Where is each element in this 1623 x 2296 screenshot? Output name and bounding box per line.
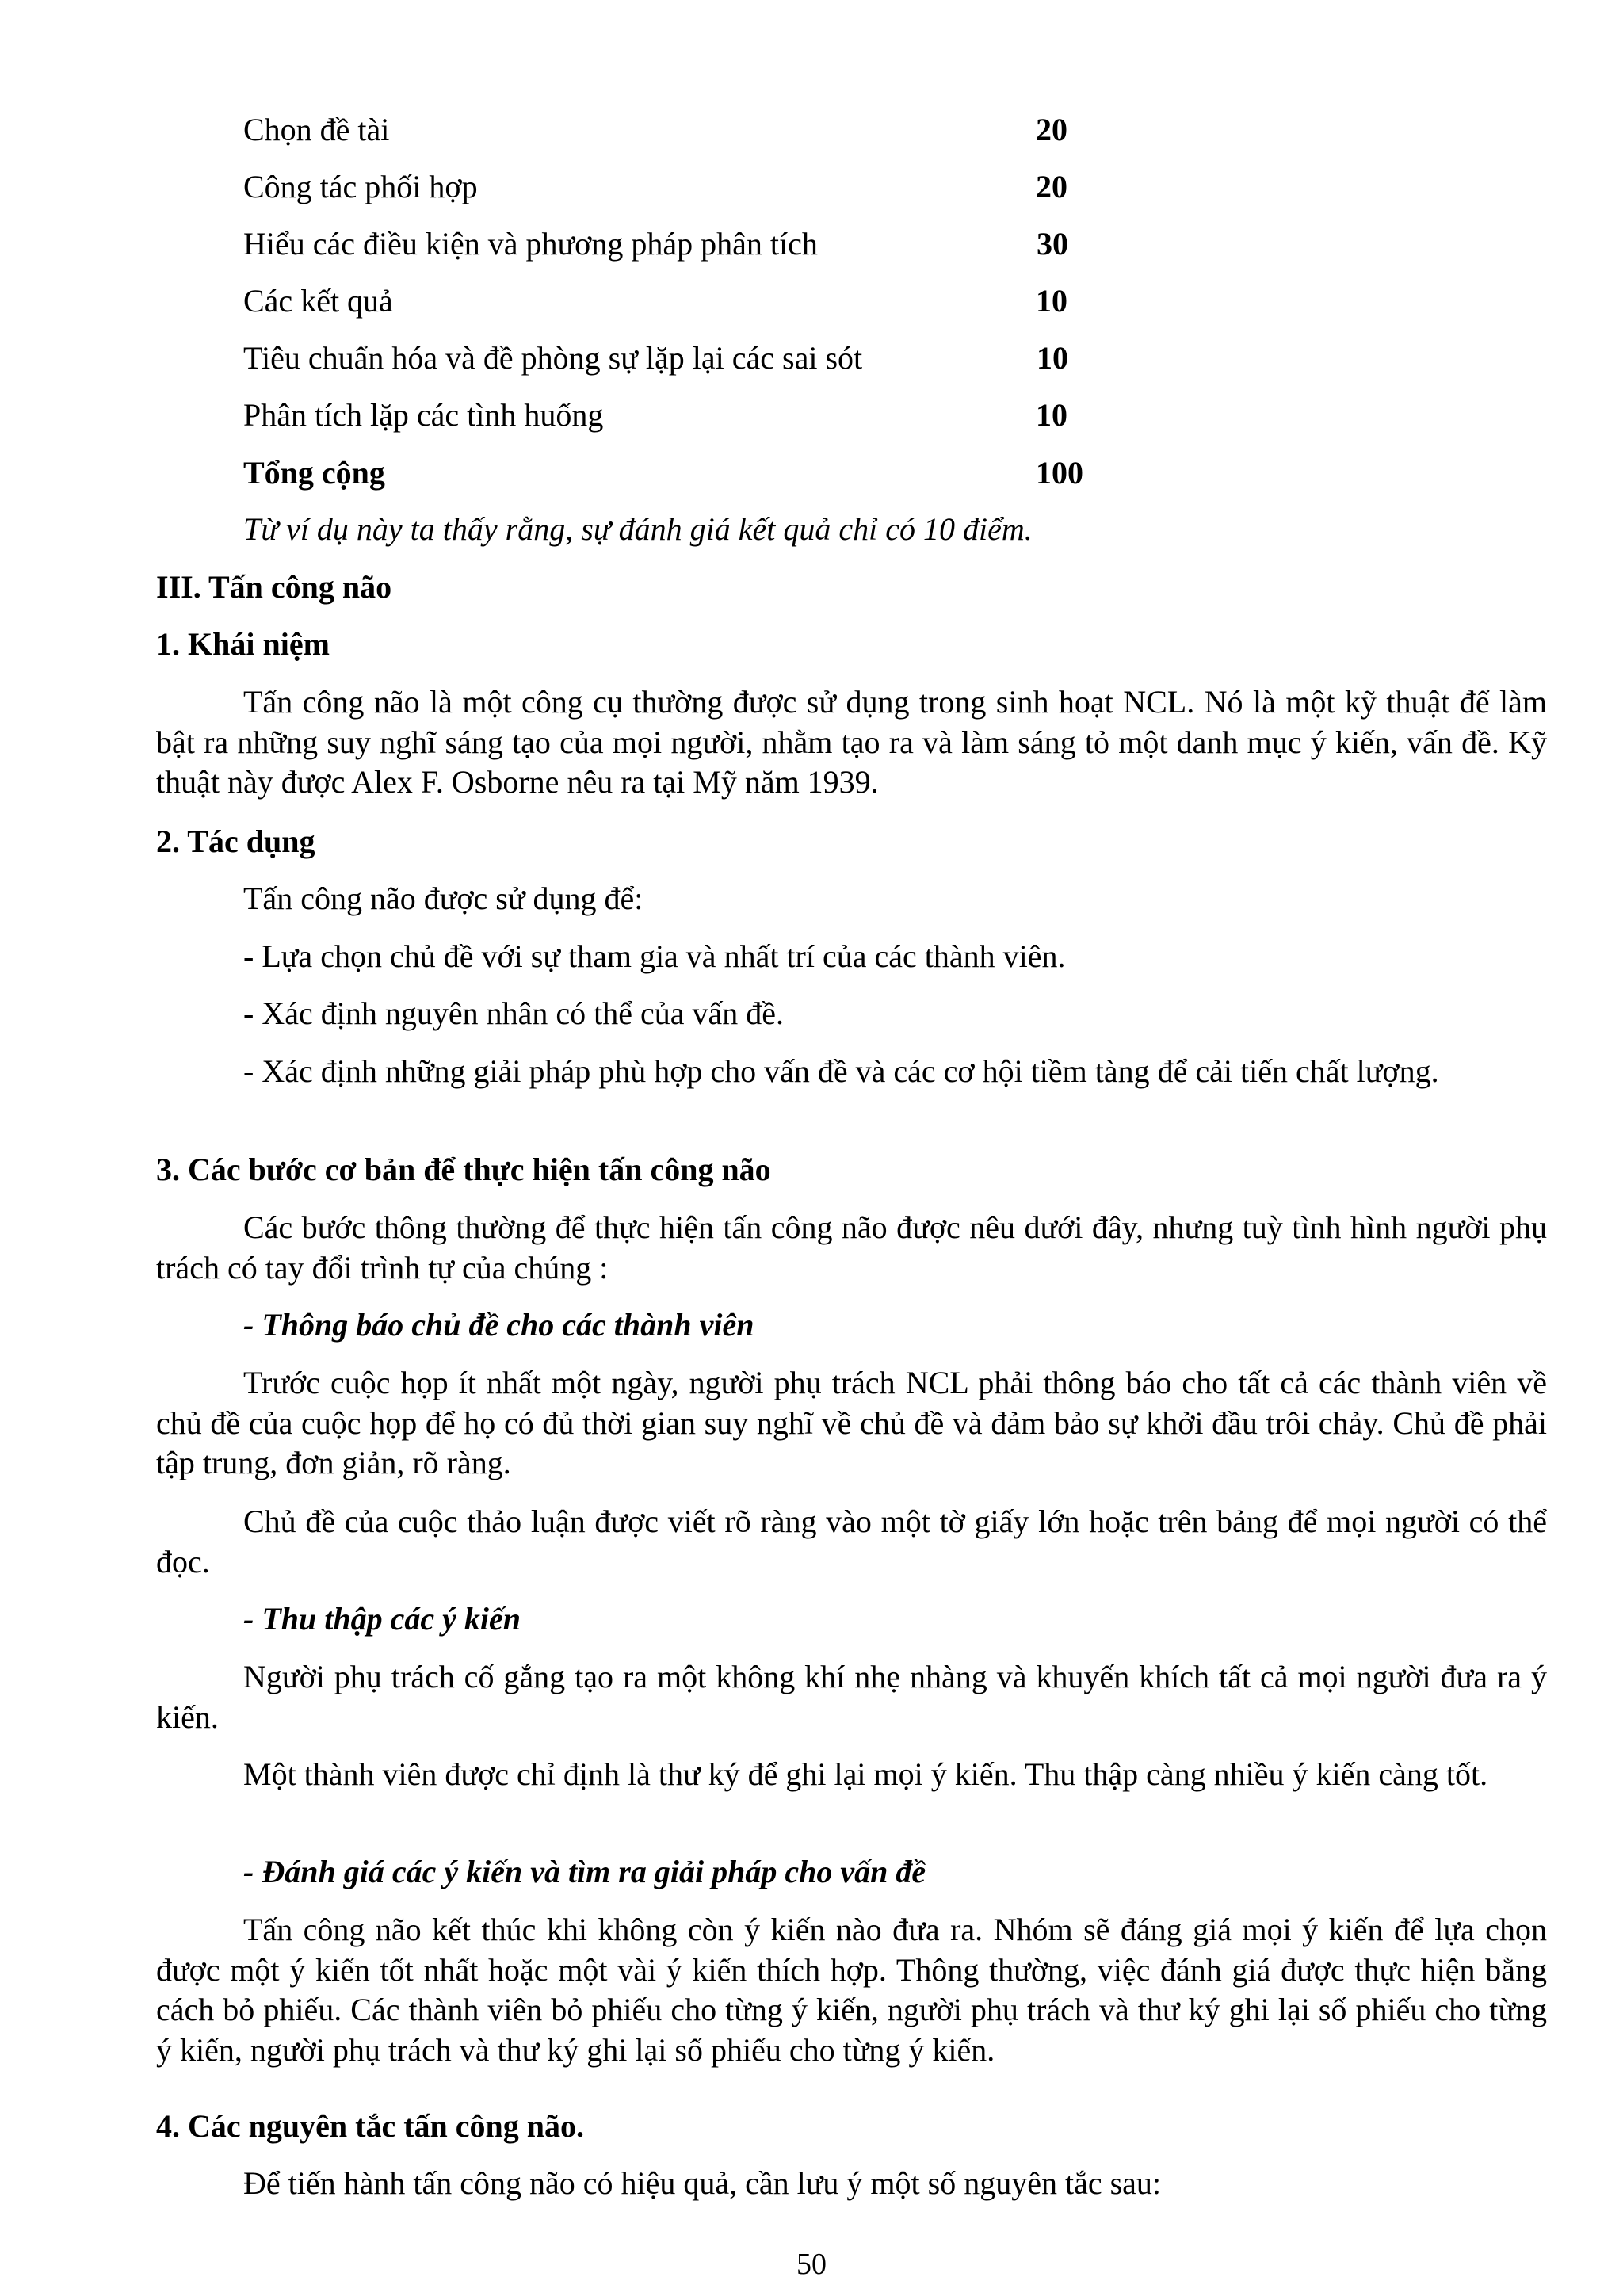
- subsection-heading: 4. Các nguyên tắc tấn công não.: [156, 2108, 585, 2144]
- paragraph: Tấn công não được sử dụng để:: [243, 881, 643, 916]
- score-label: Tiêu chuẩn hóa và đề phòng sự lặp lại các sai sót: [243, 340, 863, 376]
- paragraph: Một thành viên được chỉ định là thư ký để ghi lại mọi ý kiến. Thu thập càng nhiều ý kiến càng tốt.: [243, 1756, 1488, 1792]
- score-label: Chọn đề tài: [243, 112, 390, 147]
- paragraph: Tấn công não là một công cụ thường được sử dụng trong sinh hoạt NCL. Nó là một kỹ thuật để làm bật ra những suy nghĩ sáng tạo của mọi người, nhằm tạo ra và làm sáng tỏ một danh mục ý kiến, vấn đề. Kỹ thuật này được Alex F. Osborne nêu ra tại Mỹ năm 1939.: [156, 684, 1547, 800]
- paragraph: Tấn công não kết thúc khi không còn ý kiến nào đưa ra. Nhóm sẽ đáng giá mọi ý kiến để lựa chọn được một ý kiến tốt nhất hoặc một vài ý kiến thích hợp. Thông thường, việc đánh giá được thực hiện bằng cách bỏ phiếu. Các thành viên bỏ phiếu cho từng ý kiến, người phụ trách và thư ký ghi lại số phiếu cho từng ý kiến, người phụ trách và thư ký ghi lại số phiếu cho từng ý kiến.: [156, 1912, 1547, 2068]
- paragraph: Người phụ trách cố gắng tạo ra một không khí nhẹ nhàng và khuyến khích tất cả mọi người đưa ra ý kiến.: [156, 1659, 1547, 1735]
- score-row: [243, 225, 1068, 263]
- score-value: 10: [1036, 397, 1067, 433]
- subsection-heading: 3. Các bước cơ bản để thực hiện tấn công não: [156, 1152, 771, 1187]
- page-number: 50: [796, 2248, 827, 2281]
- score-value: 20: [1036, 169, 1067, 204]
- score-label: Công tác phối hợp: [243, 169, 478, 204]
- score-total-label: Tổng cộng: [243, 455, 385, 491]
- bullet-item: - Xác định nguyên nhân có thể của vấn đề.: [243, 995, 784, 1031]
- subsection-heading: 2. Tác dụng: [156, 823, 315, 859]
- step-title: - Thu thập các ý kiến: [243, 1601, 521, 1637]
- score-value: 20: [1036, 112, 1067, 147]
- paragraph: Để tiến hành tấn công não có hiệu quả, cần lưu ý một số nguyên tắc sau:: [243, 2165, 1162, 2201]
- score-label: Các kết quả: [243, 283, 393, 319]
- score-note: Từ ví dụ này ta thấy rằng, sự đánh giá kết quả chỉ có 10 điểm.: [243, 511, 1033, 547]
- score-value: 30: [1037, 226, 1068, 262]
- step-title: - Thông báo chủ đề cho các thành viên: [243, 1307, 754, 1343]
- score-row: [243, 282, 1067, 320]
- step-title: - Đánh giá các ý kiến và tìm ra giải pháp cho vấn đề: [243, 1854, 926, 1889]
- bullet-item: - Lựa chọn chủ đề với sự tham gia và nhất trí của các thành viên.: [243, 938, 1066, 974]
- bullet-item: - Xác định những giải pháp phù hợp cho vấn đề và các cơ hội tiềm tàng để cải tiến chất lượng.: [243, 1053, 1439, 1089]
- score-value: 10: [1037, 340, 1068, 376]
- score-row: [243, 168, 1067, 206]
- paragraph: Các bước thông thường để thực hiện tấn công não được nêu dưới đây, nhưng tuỳ tình hình người phụ trách có tay đổi trình tự của chúng :: [156, 1209, 1547, 1286]
- section-title: III. Tấn công não: [156, 569, 392, 605]
- score-total-row: [243, 454, 1083, 492]
- score-label: Hiểu các điều kiện và phương pháp phân tích: [243, 226, 818, 262]
- score-label: Phân tích lặp các tình huống: [243, 397, 604, 433]
- paragraph: Trước cuộc họp ít nhất một ngày, người phụ trách NCL phải thông báo cho tất cả các thành viên về chủ đề của cuộc họp để họ có đủ thời gian suy nghĩ về chủ đề và đảm bảo sự khởi đầu trôi chảy. Chủ đề phải tập trung, đơn giản, rõ ràng.: [156, 1365, 1547, 1480]
- paragraph: Chủ đề của cuộc thảo luận được viết rõ ràng vào một tờ giấy lớn hoặc trên bảng để mọi người có thể đọc.: [156, 1503, 1547, 1580]
- score-row: [243, 396, 1067, 434]
- score-total-value: 100: [1036, 455, 1083, 491]
- subsection-heading: 1. Khái niệm: [156, 626, 330, 662]
- score-row: [243, 111, 1067, 149]
- score-row: [243, 339, 1068, 377]
- score-value: 10: [1036, 283, 1067, 319]
